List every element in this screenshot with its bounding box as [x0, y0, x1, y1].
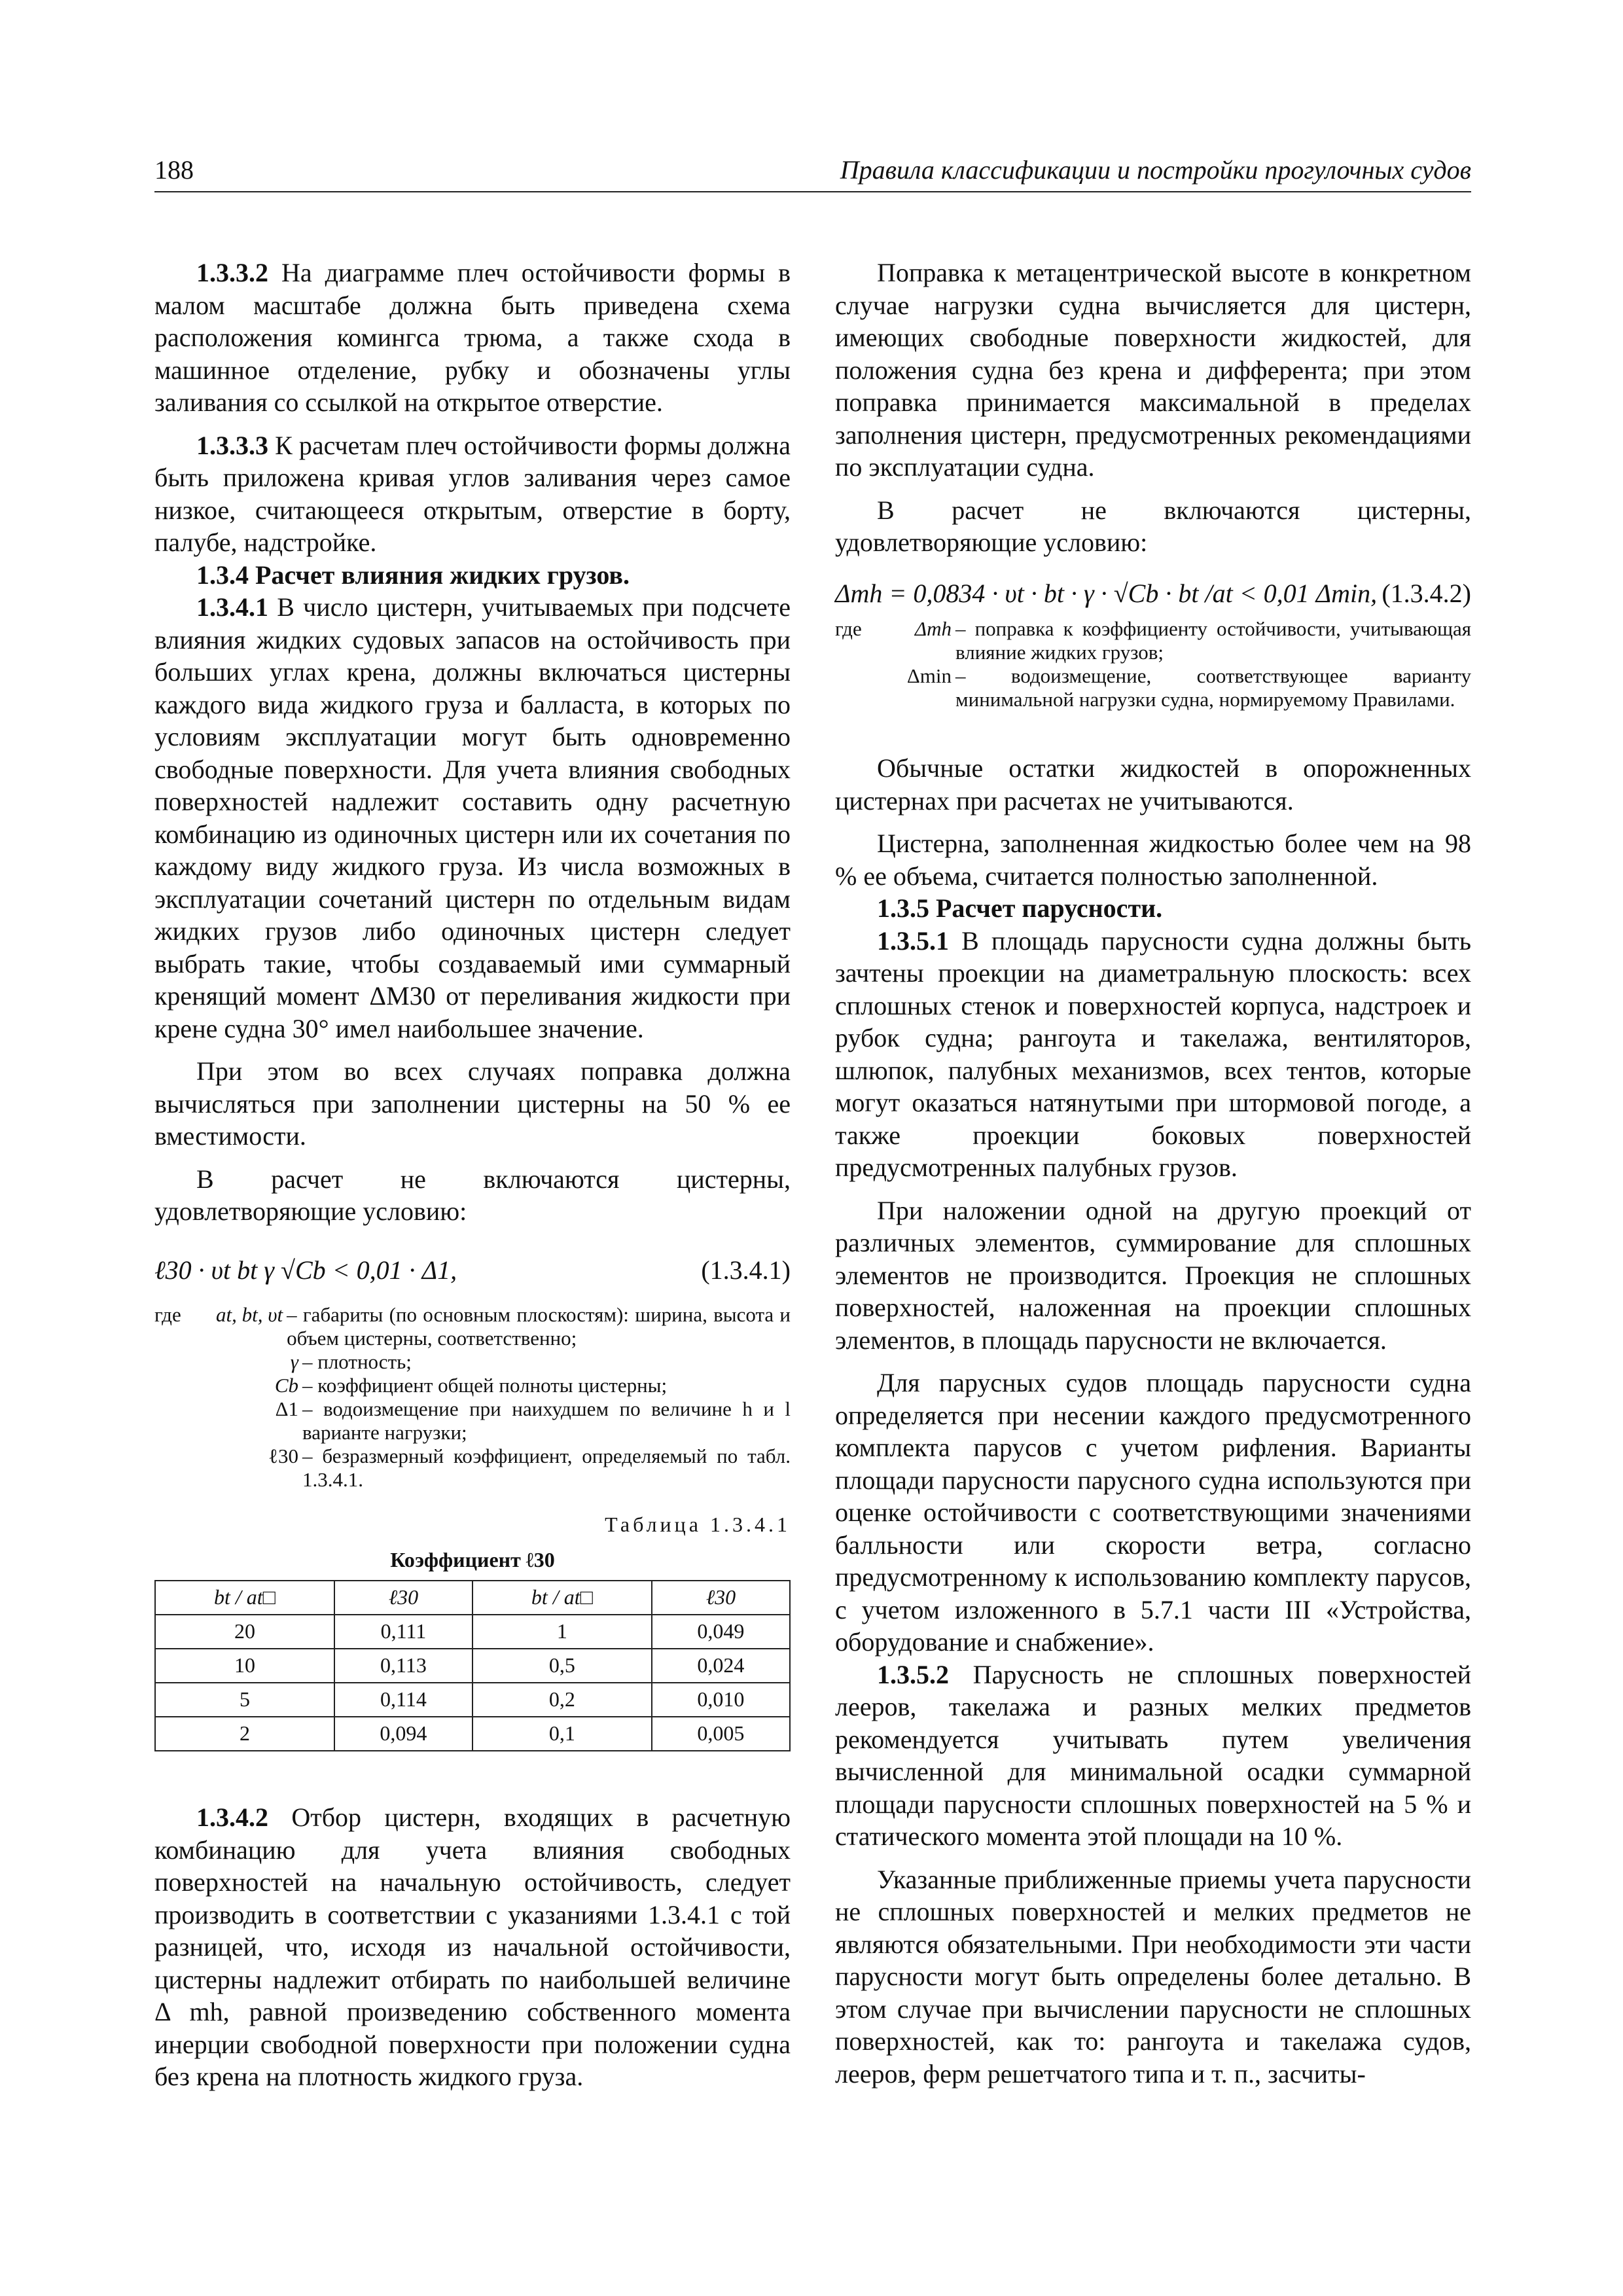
- table-caption: Таблица 1.3.4.1: [605, 1513, 791, 1536]
- section-number: 1.3.4.1: [196, 592, 268, 622]
- paragraph-text: Для парусных судов площадь парусности судна определяется при несении каждого предусмотренного комплекта парусов с учетом рифления. Варианты площади парусности парусного судна используются при оценке остойчивости с соответствующими значениями балльности или скорости ветра, согласно предусмотренному к использованию комплекту парусов, с учетом изложенного в 5.7.1 части III «Устройства, оборудование и снабжение».: [835, 1368, 1471, 1657]
- table-header-cell: bt / at□: [155, 1581, 334, 1615]
- table-row: [155, 1683, 790, 1717]
- legend-row: [154, 1350, 791, 1374]
- paragraph-text: При этом во всех случаях поправка должна вычисляться при заполнении цистерны на 50 % ее вместимости.: [154, 1056, 791, 1151]
- legend-text: – безразмерный коэффициент, определяемый по табл. 1.3.4.1.: [302, 1444, 791, 1491]
- paragraph-1-3-5-2: [835, 1659, 1471, 1853]
- paragraph-text: В расчет не включаются цистерны, удовлетворяющие условию:: [835, 495, 1471, 557]
- paragraph-text: Цистерна, заполненная жидкостью более чем на 98 % ее объема, считается полностью заполненной.: [835, 829, 1471, 891]
- legend-symbol: Δmh: [914, 617, 952, 640]
- table-cell: 0,1: [473, 1717, 652, 1751]
- table-cell: 0,114: [334, 1683, 473, 1717]
- paragraph-text: Указанные приближенные приемы учета парусности не сплошных поверхностей и мелких предметов не являются обязательными. При необходимости эти части парусности могут быть определены более детально. В этом случае при вычислении парусности не сплошных поверхностей, как то: рангоута и такелажа судов, лееров, ферм решетчатого типа и т. п., засчиты-: [835, 1864, 1471, 2089]
- paragraph-text: К расчетам плеч остойчивости формы должна быть приложена кривая углов заливания через самое низкое, считающееся открытым, отверстие в борту, палубе, надстройке.: [154, 430, 791, 557]
- legend-text: – водоизмещение при наихудшем по величине h и l варианте нагрузки;: [302, 1397, 791, 1444]
- section-number: 1.3.4.2: [196, 1803, 268, 1832]
- paragraph-text: В площадь парусности судна должны быть зачтены проекции на диаметральную плоскость: всех сплошных стенок и поверхностей корпуса, надстроек и рубок судна; рангоута и такелажа, вентиляторов, шлюпок, палубных механизмов, всех тентов, которые могут оказаться натянутыми при штормовой погоде, а также проекции боковых поверхностей предусмотренных палубных грузов.: [835, 925, 1471, 1182]
- header-rule: [154, 191, 1471, 192]
- table-header-cell: ℓ30: [334, 1581, 473, 1615]
- formula-expression: ℓ30 · υt bt γ √Cb < 0,01 · Δ1,: [154, 1255, 457, 1285]
- formula-number: (1.3.4.2): [1382, 578, 1471, 608]
- table-cell: 10: [155, 1649, 334, 1683]
- formula-number: (1.3.4.1): [701, 1255, 791, 1285]
- table-cell: 0,111: [334, 1615, 473, 1649]
- paragraph-text: В число цистерн, учитываемых при подсчете влияния жидких судовых запасов на остойчивость при больших углах крена, должны включаться цистерны каждого вида жидкого груза и балласта, в которых по условиям эксплуатации могут быть одновременно свободные поверхности. Для учета влияния свободных поверхностей надлежит составить одну расчетную комбинацию из одиночных цистерн или их сочетания по каждому виду жидкого груза. Из числа возможных в эксплуатации сочетаний цистерн по отдельным видам жидких грузов либо одиночных цистерн следует выбрать такие, чтобы создаваемый ими суммарный кренящий момент ΔM30 от переливания жидкости при крене судна 30° имел наибольшее значение.: [154, 592, 791, 1043]
- formula-expression: Δmh = 0,0834 · υt · bt · γ · √Cb · bt /at < 0,01 Δmin,: [835, 578, 1378, 608]
- table-cell: 5: [155, 1683, 334, 1717]
- table-cell: 2: [155, 1717, 334, 1751]
- paragraph-1-3-4-1: [154, 591, 791, 1045]
- legend-symbol: Δ1: [275, 1397, 298, 1420]
- formula-1-3-4-2: [835, 577, 1471, 610]
- legend-row: [154, 1397, 791, 1444]
- legend-text: – поправка к коэффициенту остойчивости, учитывающая влияние жидких грузов;: [955, 617, 1471, 664]
- formula-1-3-4-1: [154, 1254, 791, 1287]
- legend-row: [154, 1303, 791, 1350]
- paragraph-text: На диаграмме плеч остойчивости формы в малом масштабе должна быть приведена схема расположения комингса трюма, а также схода в машинное отделение, рубку и обозначены углы заливания со ссылкой на открытое отверстие.: [154, 258, 791, 417]
- table-cell: 0,113: [334, 1649, 473, 1683]
- table-cell: 0,010: [652, 1683, 790, 1717]
- table-cell: 20: [155, 1615, 334, 1649]
- section-number: 1.3.5.1: [877, 925, 949, 956]
- paragraph-1-3-3-3: [154, 429, 791, 559]
- legend-row: [154, 1444, 791, 1492]
- paragraph-text: Обычные остатки жидкостей в опорожненных цистернах при расчетах не учитываются.: [835, 753, 1471, 816]
- legend-text: – плотность;: [302, 1350, 412, 1373]
- page-header: [154, 154, 1471, 194]
- table-header-cell: ℓ30: [652, 1581, 790, 1615]
- section-heading-1-3-4: 1.3.4 Расчет влияния жидких грузов.: [196, 560, 630, 590]
- legend-symbol: ℓ30: [268, 1444, 298, 1467]
- right-column: [835, 257, 1471, 2090]
- table-cell: 0,049: [652, 1615, 790, 1649]
- table-cell: 1: [473, 1615, 652, 1649]
- running-title: Правила классификации и постройки прогулочных судов: [840, 155, 1471, 185]
- formula-legend: [835, 617, 1471, 711]
- formula-legend: [154, 1303, 791, 1492]
- table-row: [155, 1615, 790, 1649]
- table-cell: 0,2: [473, 1683, 652, 1717]
- legend-row: [835, 664, 1471, 711]
- section-number: 1.3.3.2: [196, 258, 268, 287]
- legend-row: [154, 1374, 791, 1397]
- table-header-cell: bt / at□: [473, 1581, 652, 1615]
- legend-text: – водоизмещение, соответствующее варианту минимальной нагрузки судна, нормируемому Правилами.: [955, 664, 1471, 711]
- table-cell: 0,094: [334, 1717, 473, 1751]
- table-row: [155, 1649, 790, 1683]
- legend-symbol: γ: [290, 1350, 298, 1373]
- paragraph-text: В расчет не включаются цистерны, удовлетворяющие условию:: [154, 1164, 791, 1226]
- legend-symbol: Cb: [274, 1374, 298, 1397]
- table-header-row: [155, 1581, 790, 1615]
- paragraph-text: Поправка к метацентрической высоте в конкретном случае нагрузки судна вычисляется для цистерн, имеющих свободные поверхности жидкостей, для положения судна без крена и дифферента; при этом поправка принимается максимальной в пределах заполнения цистерн, предусмотренных рекомендациями по эксплуатации судна.: [835, 258, 1471, 482]
- coefficient-table: [154, 1580, 791, 1751]
- paragraph-1-3-3-2: [154, 257, 791, 419]
- paragraph-1-3-4-2: [154, 1801, 791, 2093]
- section-number: 1.3.5.2: [877, 1659, 949, 1689]
- paragraph-text: Парусность не сплошных поверхностей лееров, такелажа и разных мелких предметов рекомендуется учитывать путем увеличения вычисленной для минимальной осадки суммарной площади парусности сплошных поверхностей на 5 % и статического момента этой площади на 10 %.: [835, 1659, 1471, 1851]
- legend-symbol: Δmin: [906, 664, 952, 687]
- page-number: 188: [154, 155, 194, 185]
- legend-label: где: [154, 1303, 181, 1326]
- paragraph-1-3-5-1: [835, 925, 1471, 1184]
- table-cell: 0,024: [652, 1649, 790, 1683]
- table-row: [155, 1717, 790, 1751]
- left-column: [154, 257, 791, 2093]
- paragraph-text: Отбор цистерн, входящих в расчетную комбинацию для учета влияния свободных поверхностей на начальную остойчивость, следует производить в соответствии с указаниями 1.3.4.1 с той разницей, что, исходя из начальной остойчивости, цистерны надлежит отбирать по наибольшей величине Δ mh, равной произведению собственного момента инерции свободной поверхности при положении судна без крена на плотность жидкого груза.: [154, 1803, 791, 2091]
- legend-row: [835, 617, 1471, 664]
- legend-text: – коэффициент общей полноты цистерны;: [302, 1374, 668, 1397]
- section-heading-1-3-5: 1.3.5 Расчет парусности.: [877, 893, 1163, 923]
- paragraph-text: При наложении одной на другую проекций от различных элементов, суммирование для сплошных элементов не производится. Проекция не сплошных поверхностей, наложенная на проекции сплошных элементов, в площадь парусности не включается.: [835, 1195, 1471, 1355]
- table-title: Коэффициент ℓ30: [390, 1547, 555, 1571]
- table-cell: 0,005: [652, 1717, 790, 1751]
- section-number: 1.3.3.3: [196, 430, 268, 460]
- legend-label: где: [835, 617, 862, 640]
- legend-text: – габариты (по основным плоскостям): ширина, высота и объем цистерны, соответственно;: [287, 1303, 791, 1350]
- legend-symbol: at, bt, υt: [216, 1303, 283, 1326]
- table-cell: 0,5: [473, 1649, 652, 1683]
